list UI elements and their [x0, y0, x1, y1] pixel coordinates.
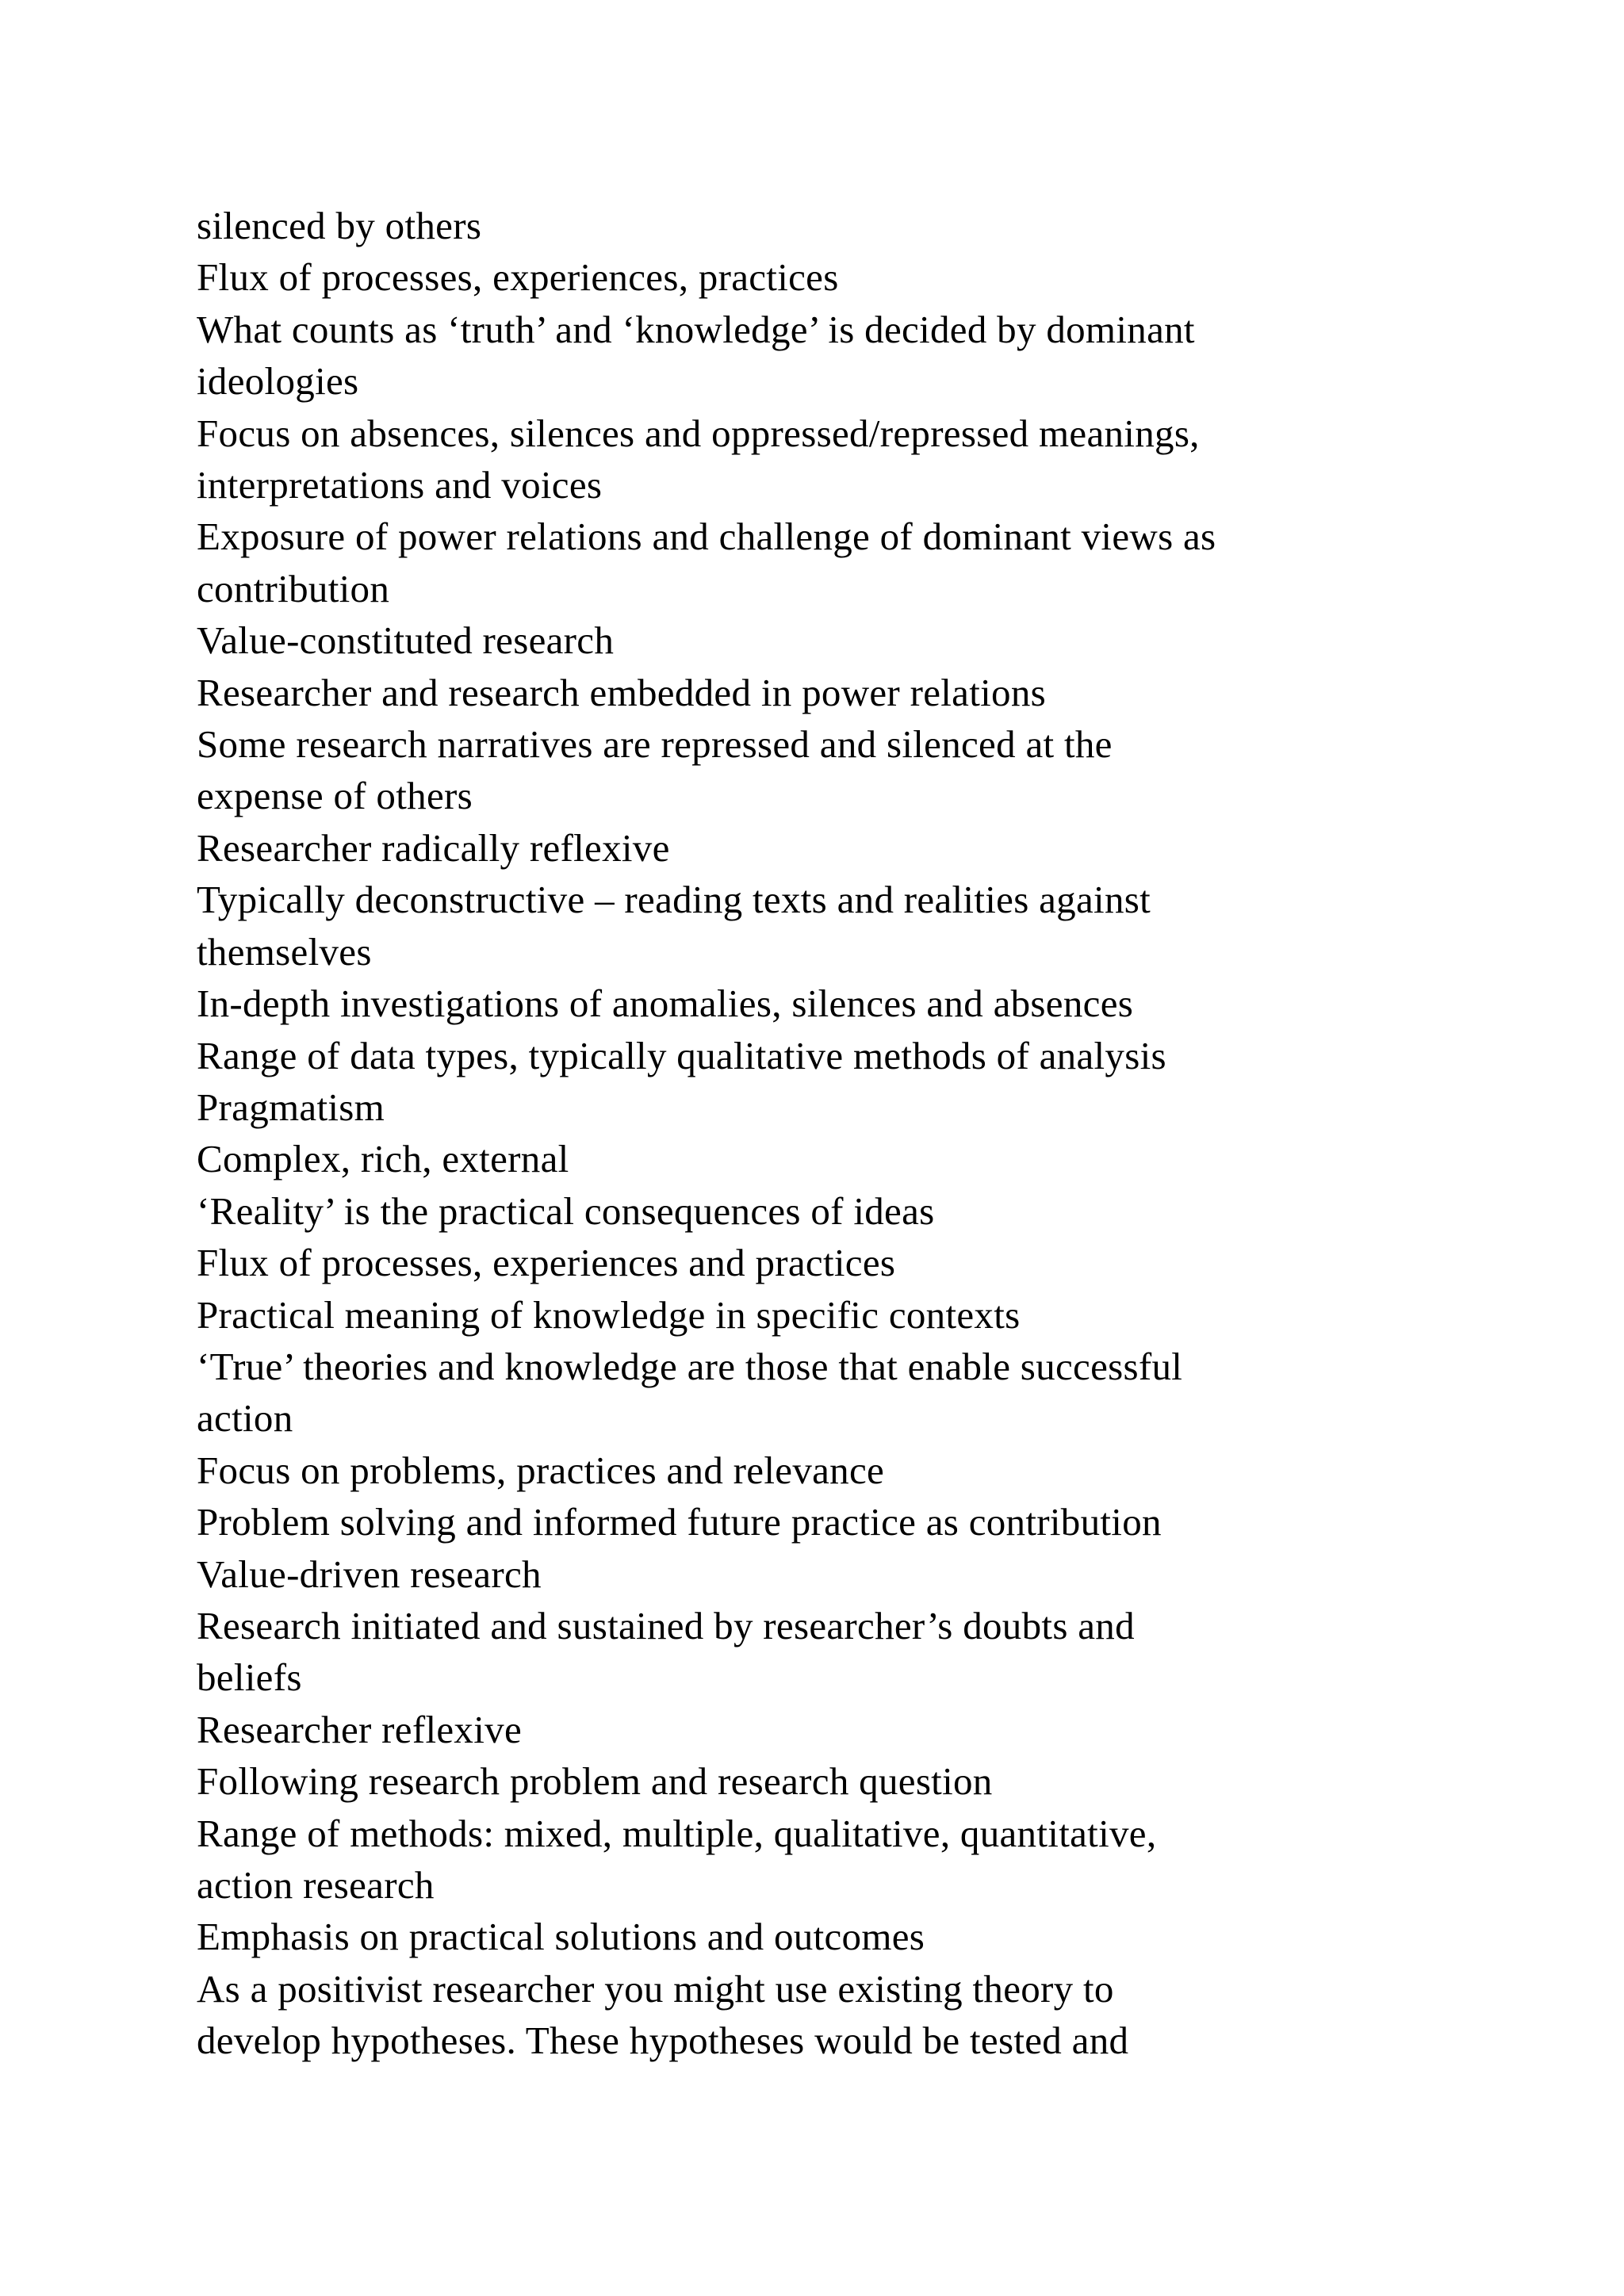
text-line: Value-driven research	[197, 1552, 542, 1596]
text-line: develop hypotheses. These hypotheses would be tested and	[197, 2019, 1129, 2063]
text-line: expense of others	[197, 774, 473, 818]
text-line: ‘True’ theories and knowledge are those that enable successful	[197, 1344, 1183, 1388]
text-line: Problem solving and informed future practice as contribution	[197, 1500, 1162, 1544]
text-line: Flux of processes, experiences and practices	[197, 1241, 896, 1285]
text-line: Practical meaning of knowledge in specific contexts	[197, 1292, 1021, 1337]
text-line: Range of data types, typically qualitative methods of analysis	[197, 1033, 1166, 1077]
text-line: beliefs	[197, 1655, 302, 1700]
text-line: ‘Reality’ is the practical consequences of ideas	[197, 1188, 935, 1233]
text-line: Some research narratives are repressed and silenced at the	[197, 722, 1113, 767]
text-line: Pragmatism	[197, 1085, 385, 1129]
text-line: silenced by others	[197, 204, 482, 247]
text-line: Research initiated and sustained by researcher’s doubts and	[197, 1603, 1135, 1647]
text-line: Range of methods: mixed, multiple, qualitative, quantitative,	[197, 1811, 1157, 1855]
text-line: Researcher reflexive	[197, 1707, 522, 1751]
text-line: Typically deconstructive – reading texts and realities against	[197, 878, 1151, 922]
text-line: Researcher radically reflexive	[197, 825, 670, 870]
text-line: Focus on problems, practices and relevance	[197, 1448, 885, 1492]
text-line: Value-constituted research	[197, 618, 615, 663]
text-line: In-depth investigations of anomalies, silences and absences	[197, 982, 1134, 1026]
text-line: themselves	[197, 929, 372, 974]
text-line: Emphasis on practical solutions and outcomes	[197, 1915, 925, 1959]
text-line: Researcher and research embedded in power relations	[197, 670, 1047, 714]
text-line: What counts as ‘truth’ and ‘knowledge’ is decided by dominant	[197, 307, 1195, 351]
text-line: Following research problem and research question	[197, 1759, 993, 1804]
text-line: contribution	[197, 566, 390, 610]
text-line: action	[197, 1396, 293, 1441]
text-line: ideologies	[197, 359, 359, 404]
text-line: Exposure of power relations and challenge of dominant views as	[197, 515, 1216, 559]
text-line: Complex, rich, external	[197, 1137, 569, 1181]
text-line: action research	[197, 1863, 435, 1907]
text-line: Flux of processes, experiences, practices	[197, 255, 839, 300]
text-line: Focus on absences, silences and oppressed/repressed meanings,	[197, 411, 1200, 455]
text-line: As a positivist researcher you might use existing theory to	[197, 1966, 1114, 2011]
text-line: interpretations and voices	[197, 463, 603, 507]
